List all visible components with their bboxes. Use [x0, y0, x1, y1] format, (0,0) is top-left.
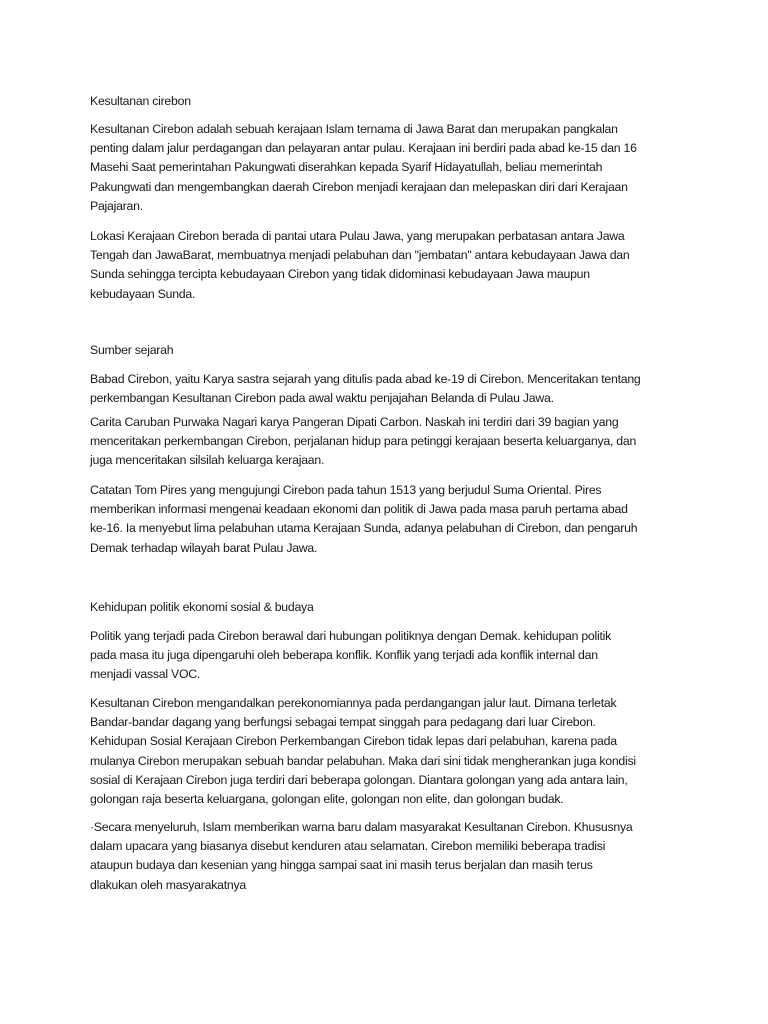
paragraph-line: memberikan informasi mengenai keadaan ekonomi dan politik di Jawa pada masa paruh pertama abad [90, 502, 628, 517]
paragraph-line: Sunda sehingga tercipta kebudayaan Cirebon yang tidak didominasi kebudayaan Jawa maupun [90, 267, 590, 282]
paragraph-line: dalam upacara yang biasanya disebut kenduren atau selamatan. Cirebon memiliki beberapa tradisi [90, 839, 606, 854]
section-heading: Kesultanan cirebon [90, 94, 191, 108]
paragraph [90, 694, 636, 809]
paragraph [90, 227, 629, 304]
paragraph-line: Tengah dan JawaBarat, membuatnya menjadi pelabuhan dan "jembatan" antara kebudayaan Jawa dan [90, 248, 630, 263]
paragraph [90, 481, 637, 558]
paragraph-line: penting dalam jalur perdagangan dan pelayaran antar pulau. Kerajaan ini berdiri pada abad ke-15 dan 16 [90, 141, 637, 156]
paragraph-line: pada masa itu juga dipengaruhi oleh beberapa konflik. Konflik yang terjadi ada konflik internal dan [90, 648, 598, 663]
paragraph-line: Kehidupan Sosial Kerajaan Cirebon Perkembangan Cirebon tidak lepas dari pelabuhan, karena pada [90, 734, 617, 749]
paragraph-line: Kesultanan Cirebon mengandalkan perekonomiannya pada perdangangan jalur laut. Dimana terletak [90, 696, 617, 710]
paragraph-line: Pajajaran. [90, 198, 143, 213]
paragraph-line: mulanya Cirebon merupakan sebuah bandar pelabuhan. Maka dari sini tidak mengherankan juga kondisi [90, 753, 636, 768]
paragraph-line: Catatan Tom Pires yang mengujungi Cirebon pada tahun 1513 yang berjudul Suma Oriental. Pires [90, 483, 602, 497]
paragraph-line: ataupun budaya dan kesenian yang hingga sampai saat ini masih terus berjalan dan masih terus [90, 858, 593, 873]
paragraph-line: Babad Cirebon, yaitu Karya sastra sejarah yang ditulis pada abad ke-19 di Cirebon. Menceritakan tentang [90, 372, 641, 386]
paragraph-line: Pakungwati dan mengembangkan daerah Cirebon menjadi kerajaan dan melepaskan diri dari Kerajaan [90, 179, 628, 194]
paragraph-line: sosial di Kerajaan Cirebon juga terdiri dari beberapa golongan. Diantara golongan yang ada antara lain, [90, 772, 628, 787]
paragraph-line: Lokasi Kerajaan Cirebon berada di pantai utara Pulau Jawa, yang merupakan perbatasan antara Jawa [90, 229, 625, 243]
paragraph-line: menjadi vassal VOC. [90, 667, 201, 682]
paragraph-line: Politik yang terjadi pada Cirebon berawal dari hubungan politiknya dengan Demak. kehidupan politik [90, 629, 612, 643]
section-heading: Sumber sejarah [90, 343, 174, 357]
paragraph-line: Kesultanan Cirebon adalah sebuah kerajaan Islam ternama di Jawa Barat dan merupakan pangkalan [90, 122, 618, 136]
paragraph-line: Demak terhadap wilayah barat Pulau Jawa. [90, 540, 318, 555]
paragraph-line: ke-16. Ia menyebut lima pelabuhan utama Kerajaan Sunda, adanya pelabuhan di Cirebon, dan pengaruh [90, 521, 638, 536]
paragraph-line: juga menceritakan silsilah keluarga kerajaan. [90, 453, 325, 468]
paragraph [90, 370, 641, 408]
section-heading: Kehidupan politik ekonomi sosial & budaya [90, 600, 314, 614]
paragraph [90, 627, 611, 685]
paragraph [90, 413, 636, 471]
paragraph-line: kebudayaan Sunda. [90, 286, 196, 301]
paragraph-line: ·Secara menyeluruh, Islam memberikan warna baru dalam masyarakat Kesultanan Cirebon. Khususnya [90, 820, 633, 834]
paragraph-line: menceritakan perkembangan Cirebon, perjalanan hidup para petinggi kerajaan beserta keluarganya, dan [90, 434, 637, 449]
paragraph-line: Carita Caruban Purwaka Nagari karya Pangeran Dipati Carbon. Naskah ini terdiri dari 39 bagian yang [90, 415, 619, 429]
paragraph-line: perkembangan Kesultanan Cirebon pada awal waktu penjajahan Belanda di Pulau Jawa. [90, 391, 554, 406]
paragraph-line: Bandar-bandar dagang yang berfungsi sebagai tempat singgah para pedagang dari luar Cirebon. [90, 715, 596, 730]
paragraph-line: dlakukan oleh masyarakatnya [90, 877, 246, 892]
paragraph [90, 120, 637, 216]
paragraph-line: Masehi Saat pemerintahan Pakungwati diserahkan kepada Syarif Hidayatullah, beliau memerintah [90, 160, 603, 175]
paragraph-line: golongan raja beserta keluargana, golongan elite, golongan non elite, dan golongan budak. [90, 792, 564, 807]
paragraph [90, 818, 632, 895]
